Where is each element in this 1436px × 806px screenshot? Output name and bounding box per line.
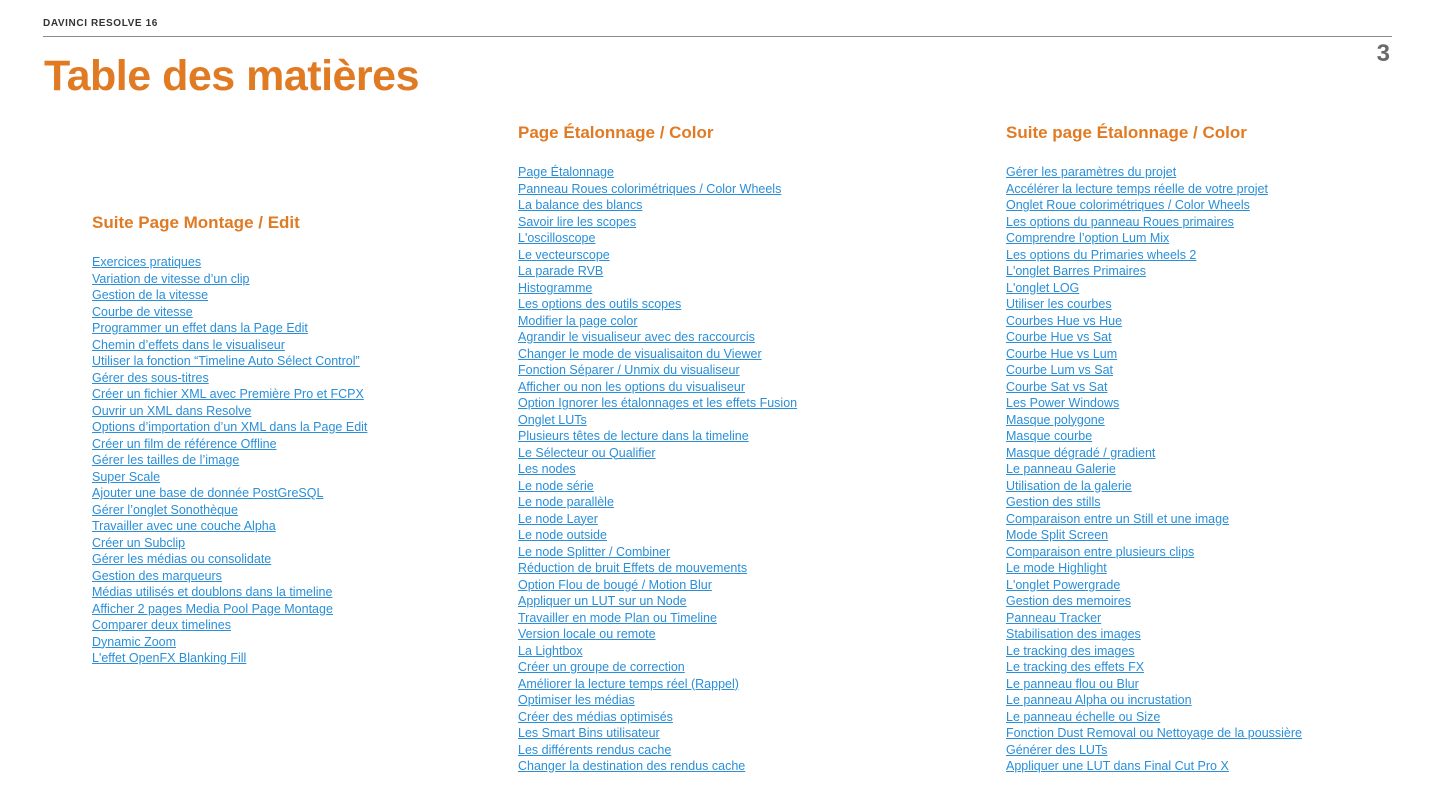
toc-item: [1006, 593, 1302, 610]
toc-item: [92, 419, 367, 436]
toc-link[interactable]: Courbe Hue vs Lum: [1006, 346, 1118, 361]
toc-link[interactable]: Gestion des marqueurs: [92, 568, 222, 583]
toc-link[interactable]: Afficher 2 pages Media Pool Page Montage: [92, 601, 333, 616]
toc-item: [92, 304, 367, 321]
toc-link[interactable]: La Lightbox: [518, 643, 583, 658]
toc-item: [1006, 346, 1302, 363]
toc-item: [92, 650, 367, 667]
toc-item: [518, 296, 797, 313]
toc-item: [1006, 758, 1302, 775]
toc-item: [92, 353, 367, 370]
toc-link[interactable]: Comparaison entre plusieurs clips: [1006, 544, 1195, 559]
toc-link[interactable]: Le tracking des images: [1006, 643, 1135, 658]
toc-link[interactable]: Gérer l’onglet Sonothèque: [92, 502, 238, 517]
toc-link[interactable]: Masque courbe: [1006, 429, 1093, 443]
toc-link[interactable]: Le panneau échelle ou Size: [1006, 709, 1161, 724]
toc-item: [1006, 181, 1302, 198]
toc-item: [1006, 725, 1302, 742]
toc-link[interactable]: L'onglet Powergrade: [1006, 577, 1121, 592]
toc-link[interactable]: Panneau Tracker: [1006, 610, 1102, 625]
toc-item: [92, 436, 367, 453]
toc-link[interactable]: Page Étalonnage: [518, 165, 614, 179]
toc-item: [92, 370, 367, 387]
toc-link[interactable]: Créer un film de référence Offline: [92, 436, 277, 451]
toc-item: [1006, 280, 1302, 297]
toc-item: [518, 478, 797, 495]
toc-item: [518, 181, 797, 198]
toc-link[interactable]: Gérer des sous-titres: [92, 370, 209, 385]
toc-item: [92, 485, 367, 502]
toc-item: [92, 551, 367, 568]
toc-link[interactable]: Gérer les tailles de l’image: [92, 453, 240, 467]
section-heading: Page Étalonnage / Color: [518, 123, 714, 142]
toc-link[interactable]: Utiliser la fonction “Timeline Auto Sélect Control”: [92, 354, 360, 368]
toc-item: [1006, 379, 1302, 396]
toc-item: [92, 320, 367, 337]
header-divider: [43, 36, 1392, 37]
toc-link[interactable]: Le panneau flou ou Blur: [1006, 676, 1139, 691]
toc-item: [518, 643, 797, 660]
toc-link[interactable]: Créer un fichier XML avec Première Pro et FCPX: [92, 387, 364, 401]
toc-link[interactable]: Les différents rendus cache: [518, 742, 672, 757]
toc-item: [518, 527, 797, 544]
toc-link[interactable]: Les Smart Bins utilisateur: [518, 726, 660, 740]
toc-item: [1006, 197, 1302, 214]
toc-link[interactable]: Gestion des stills: [1006, 495, 1101, 509]
toc-item: [1006, 164, 1302, 181]
toc-link[interactable]: Options d’importation d’un XML dans la Page Edit: [92, 420, 368, 434]
toc-item: [92, 469, 367, 486]
toc-link[interactable]: Le panneau Galerie: [1006, 462, 1116, 476]
toc-link[interactable]: Savoir lire les scopes: [518, 214, 637, 229]
toc-link[interactable]: Courbes Hue vs Hue: [1006, 313, 1123, 328]
toc-link[interactable]: Fonction Dust Removal ou Nettoyage de la poussière: [1006, 726, 1302, 740]
toc-column-suite-etalonnage: [1006, 121, 1302, 775]
toc-item: [518, 280, 797, 297]
toc-item: [1006, 544, 1302, 561]
toc-item: [518, 544, 797, 561]
toc-item: [92, 502, 367, 519]
toc-item: [518, 346, 797, 363]
toc-link[interactable]: Masque dégradé / gradient: [1006, 445, 1156, 460]
toc-link[interactable]: L'onglet Barres Primaires: [1006, 264, 1146, 278]
toc-item: [1006, 395, 1302, 412]
toc-item: [518, 511, 797, 528]
toc-link[interactable]: Le node outside: [518, 528, 607, 542]
toc-item: [518, 560, 797, 577]
toc-item: [92, 254, 367, 271]
toc-link[interactable]: Créer des médias optimisés: [518, 709, 673, 724]
toc-item: [518, 577, 797, 594]
toc-item: [518, 494, 797, 511]
toc-list: [1006, 164, 1302, 775]
toc-item: [518, 725, 797, 742]
toc-column-montage: [92, 211, 367, 667]
toc-item: [1006, 313, 1302, 330]
toc-link[interactable]: La balance des blancs: [518, 198, 643, 212]
toc-link[interactable]: Masque polygone: [1006, 412, 1105, 427]
toc-item: [518, 362, 797, 379]
toc-link[interactable]: Plusieurs têtes de lecture dans la timeline: [518, 429, 749, 443]
toc-item: [1006, 527, 1302, 544]
toc-item: [1006, 709, 1302, 726]
toc-item: [1006, 577, 1302, 594]
toc-item: [1006, 247, 1302, 264]
toc-item: [518, 412, 797, 429]
toc-link[interactable]: Histogramme: [518, 280, 593, 295]
toc-link[interactable]: Améliorer la lecture temps réel (Rappel): [518, 676, 739, 691]
toc-item: [518, 247, 797, 264]
toc-link[interactable]: Chemin d’effets dans le visualiseur: [92, 337, 285, 352]
toc-item: [518, 461, 797, 478]
toc-link[interactable]: Optimiser les médias: [518, 693, 635, 707]
toc-link[interactable]: Ouvrir un XML dans Resolve: [92, 403, 252, 418]
toc-link[interactable]: Changer le mode de visualisaiton du Viewer: [518, 346, 762, 361]
toc-item: [92, 403, 367, 420]
toc-link[interactable]: Le vecteurscope: [518, 247, 610, 262]
toc-link[interactable]: Onglet Roue colorimétriques / Color Wheels: [1006, 198, 1250, 212]
toc-item: [518, 758, 797, 775]
toc-link[interactable]: Fonction Séparer / Unmix du visualiseur: [518, 363, 740, 377]
toc-item: [1006, 230, 1302, 247]
toc-link[interactable]: L'onglet LOG: [1006, 280, 1080, 295]
toc-item: [518, 395, 797, 412]
toc-link[interactable]: Utiliser les courbes: [1006, 297, 1112, 311]
toc-link[interactable]: Super Scale: [92, 469, 161, 484]
toc-link[interactable]: Panneau Roues colorimétriques / Color Wheels: [518, 181, 782, 196]
page-title: Table des matières: [44, 52, 419, 100]
toc-item: [1006, 659, 1302, 676]
toc-link[interactable]: Générer des LUTs: [1006, 742, 1108, 757]
toc-item: [518, 709, 797, 726]
toc-link[interactable]: Onglet LUTs: [518, 412, 587, 427]
toc-link[interactable]: Les options du Primaries wheels 2: [1006, 247, 1197, 262]
toc-link[interactable]: Mode Split Screen: [1006, 528, 1109, 542]
toc-column-etalonnage: [518, 121, 797, 775]
toc-link[interactable]: Option Flou de bougé / Motion Blur: [518, 577, 712, 592]
toc-link[interactable]: Le node parallèle: [518, 495, 614, 509]
toc-item: [518, 230, 797, 247]
toc-item: [1006, 362, 1302, 379]
toc-item: [518, 329, 797, 346]
toc-item: [92, 337, 367, 354]
toc-link[interactable]: Dynamic Zoom: [92, 634, 177, 649]
toc-item: [1006, 445, 1302, 462]
toc-item: [92, 518, 367, 535]
toc-list: [518, 164, 797, 775]
toc-link[interactable]: Afficher ou non les options du visualiseur: [518, 379, 745, 394]
toc-item: [1006, 692, 1302, 709]
toc-item: [518, 214, 797, 231]
toc-item: [1006, 329, 1302, 346]
toc-item: [92, 271, 367, 288]
toc-item: [518, 164, 797, 181]
toc-link[interactable]: Agrandir le visualiseur avec des raccourcis: [518, 330, 755, 344]
toc-link[interactable]: L'effet OpenFX Blanking Fill: [92, 651, 247, 665]
toc-item: [518, 379, 797, 396]
toc-item: [518, 313, 797, 330]
toc-link[interactable]: Courbe Hue vs Sat: [1006, 330, 1112, 344]
toc-link[interactable]: Version locale ou remote: [518, 627, 656, 641]
toc-link[interactable]: Programmer un effet dans la Page Edit: [92, 321, 308, 335]
toc-item: [518, 445, 797, 462]
toc-item: [1006, 263, 1302, 280]
toc-link[interactable]: Le node Layer: [518, 511, 598, 526]
toc-item: [1006, 676, 1302, 693]
toc-link[interactable]: La parade RVB: [518, 264, 604, 278]
toc-link[interactable]: Travailler avec une couche Alpha: [92, 519, 276, 533]
toc-item: [92, 535, 367, 552]
toc-link[interactable]: Réduction de bruit Effets de mouvements: [518, 561, 748, 575]
toc-link[interactable]: Créer un Subclip: [92, 535, 186, 550]
toc-item: [92, 386, 367, 403]
toc-item: [518, 676, 797, 693]
toc-item: [518, 593, 797, 610]
toc-link[interactable]: Le node série: [518, 478, 594, 493]
toc-item: [1006, 742, 1302, 759]
toc-link[interactable]: Courbe Lum vs Sat: [1006, 363, 1113, 377]
toc-item: [92, 287, 367, 304]
toc-item: [92, 634, 367, 651]
toc-item: [518, 610, 797, 627]
toc-item: [1006, 428, 1302, 445]
toc-link[interactable]: Médias utilisés et doublons dans la timeline: [92, 585, 333, 599]
toc-item: [1006, 626, 1302, 643]
toc-link[interactable]: Ajouter une base de donnée PostGreSQL: [92, 486, 324, 500]
toc-link[interactable]: Option Ignorer les étalonnages et les effets Fusion: [518, 396, 798, 410]
toc-link[interactable]: Changer la destination des rendus cache: [518, 759, 746, 773]
toc-item: [518, 428, 797, 445]
toc-link[interactable]: Le tracking des effets FX: [1006, 660, 1145, 674]
toc-item: [1006, 610, 1302, 627]
toc-link[interactable]: Le panneau Alpha ou incrustation: [1006, 693, 1192, 707]
toc-link[interactable]: Utilisation de la galerie: [1006, 478, 1132, 493]
toc-link[interactable]: Exercices pratiques: [92, 255, 202, 269]
toc-item: [1006, 560, 1302, 577]
toc-item: [92, 601, 367, 618]
toc-link[interactable]: Comparer deux timelines: [92, 618, 231, 632]
toc-item: [1006, 494, 1302, 511]
toc-item: [518, 626, 797, 643]
toc-link[interactable]: Gérer les médias ou consolidate: [92, 552, 272, 566]
toc-link[interactable]: Comprendre l’option Lum Mix: [1006, 231, 1170, 245]
toc-link[interactable]: Gérer les paramètres du projet: [1006, 165, 1177, 179]
toc-link[interactable]: Créer un groupe de correction: [518, 660, 685, 674]
toc-item: [92, 584, 367, 601]
toc-link[interactable]: Les options des outils scopes: [518, 297, 682, 311]
toc-item: [518, 197, 797, 214]
toc-link[interactable]: Comparaison entre un Still et une image: [1006, 511, 1230, 526]
toc-item: [518, 742, 797, 759]
toc-item: [1006, 643, 1302, 660]
section-heading: Suite Page Montage / Edit: [92, 213, 300, 232]
toc-link[interactable]: Accélérer la lecture temps réelle de votre projet: [1006, 181, 1268, 196]
toc-link[interactable]: Variation de vitesse d’un clip: [92, 271, 250, 286]
toc-link[interactable]: Stabilisation des images: [1006, 627, 1141, 641]
toc-item: [92, 452, 367, 469]
toc-link[interactable]: Courbe de vitesse: [92, 304, 193, 319]
toc-item: [1006, 214, 1302, 231]
toc-link[interactable]: Le node Splitter / Combiner: [518, 544, 671, 559]
toc-link[interactable]: Travailler en mode Plan ou Timeline: [518, 610, 717, 625]
toc-item: [1006, 296, 1302, 313]
toc-item: [92, 568, 367, 585]
toc-item: [518, 659, 797, 676]
toc-item: [518, 263, 797, 280]
toc-item: [1006, 412, 1302, 429]
toc-link[interactable]: Les options du panneau Roues primaires: [1006, 214, 1234, 229]
toc-link[interactable]: Gestion des memoires: [1006, 594, 1132, 608]
toc-link[interactable]: L'oscilloscope: [518, 231, 596, 245]
document-header-label: DAVINCI RESOLVE 16: [43, 18, 158, 29]
toc-link[interactable]: Le Sélecteur ou Qualifier: [518, 445, 656, 460]
page-number: 3: [1376, 40, 1390, 67]
section-heading: Suite page Étalonnage / Color: [1006, 123, 1247, 142]
toc-list: [92, 254, 367, 667]
toc-link[interactable]: Le mode Highlight: [1006, 561, 1107, 575]
toc-link[interactable]: Courbe Sat vs Sat: [1006, 379, 1108, 394]
toc-item: [1006, 461, 1302, 478]
toc-link[interactable]: Modifier la page color: [518, 313, 638, 328]
toc-link[interactable]: Gestion de la vitesse: [92, 288, 209, 302]
toc-item: [1006, 478, 1302, 495]
toc-item: [1006, 511, 1302, 528]
toc-link[interactable]: Appliquer un LUT sur un Node: [518, 594, 687, 608]
toc-link[interactable]: Les nodes: [518, 462, 576, 476]
toc-item: [518, 692, 797, 709]
toc-link[interactable]: Les Power Windows: [1006, 396, 1120, 410]
toc-link[interactable]: Appliquer une LUT dans Final Cut Pro X: [1006, 759, 1229, 773]
toc-item: [92, 617, 367, 634]
